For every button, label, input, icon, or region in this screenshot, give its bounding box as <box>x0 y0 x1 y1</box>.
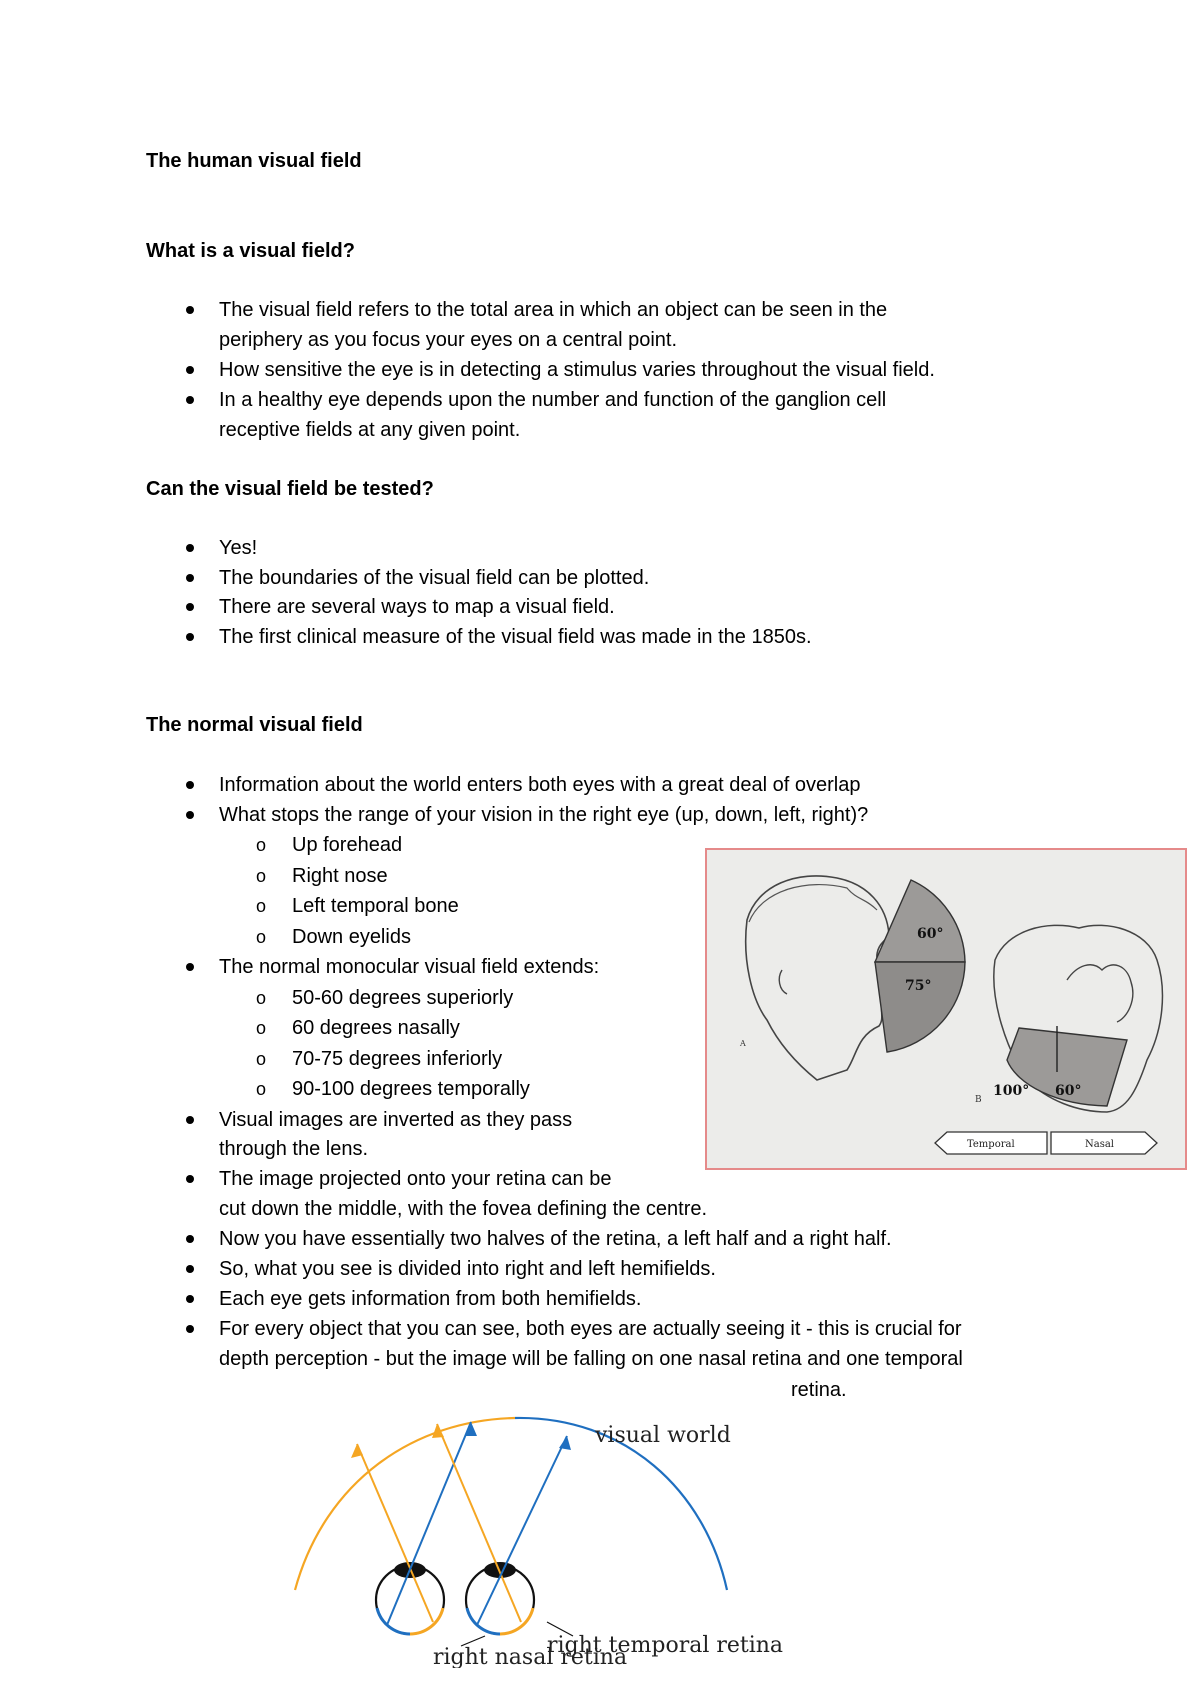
list-item: The normal monocular visual field extends: <box>219 956 600 978</box>
list-item: The boundaries of the visual field can be plotted. <box>219 567 650 589</box>
label-75: 75° <box>905 978 932 994</box>
visual-world-label: visual world <box>595 1423 731 1448</box>
list-item: The image projected onto your retina can be <box>219 1168 612 1190</box>
list-item: Each eye gets information from both hemifields. <box>219 1288 642 1310</box>
ray-orange-2 <box>437 1424 521 1622</box>
ray-orange-1 <box>357 1444 433 1622</box>
bullet-icon <box>186 396 194 404</box>
list-item-continued: periphery as you focus your eyes on a central point. <box>219 329 678 351</box>
right-temporal-retina-label: right temporal retina <box>547 1633 784 1658</box>
list-item: Yes! <box>219 537 258 559</box>
list-item: The visual field refers to the total area in which an object can be seen in the <box>219 299 888 321</box>
bullet-icon <box>186 306 194 314</box>
section-heading-what-is: What is a visual field? <box>146 240 355 262</box>
sub-list-item: 50-60 degrees superiorly <box>292 987 514 1009</box>
sub-list-item: Down eyelids <box>292 926 411 948</box>
sector-inferior <box>875 962 965 1052</box>
temporal-label: Temporal <box>967 1139 1015 1150</box>
sub-list-item: 90-100 degrees temporally <box>292 1078 530 1100</box>
label-b: B <box>975 1095 982 1105</box>
sub-bullet-icon: o <box>256 988 267 1008</box>
nasal-label: Nasal <box>1085 1139 1115 1150</box>
list-item-continued: depth perception - but the image will be falling on one nasal retina and one temporal <box>219 1348 963 1370</box>
bullet-icon <box>186 366 194 374</box>
section-heading-normal: The normal visual field <box>146 714 363 736</box>
label-60: 60° <box>917 926 944 942</box>
list-item: Information about the world enters both eyes with a great deal of overlap <box>219 774 861 796</box>
ray-blue-1 <box>387 1422 471 1625</box>
bullet-icon <box>186 1325 194 1333</box>
sub-bullet-icon: o <box>256 866 267 886</box>
sub-bullet-icon: o <box>256 927 267 947</box>
document-title: The human visual field <box>146 150 362 172</box>
label-60-nasal: 60° <box>1055 1083 1082 1099</box>
label-a: A <box>740 1039 746 1048</box>
list-item: So, what you see is divided into right and left hemifields. <box>219 1258 716 1280</box>
bullet-icon <box>186 1295 194 1303</box>
list-item: What stops the range of your vision in the right eye (up, down, left, right)? <box>219 804 869 826</box>
bullet-icon <box>186 603 194 611</box>
hand-icon <box>1067 965 1133 1022</box>
list-item-continued: retina. <box>791 1379 847 1401</box>
sub-bullet-icon: o <box>256 835 267 855</box>
left-eye-orange-retina <box>410 1608 443 1634</box>
head-a-ear <box>779 970 787 994</box>
list-item-continued: receptive fields at any given point. <box>219 419 521 441</box>
list-item: In a healthy eye depends upon the number and function of the ganglion cell <box>219 389 887 411</box>
ray-blue-2 <box>477 1436 567 1625</box>
sub-list-item: Right nose <box>292 865 388 887</box>
label-100: 100° <box>993 1083 1030 1099</box>
sub-list-item: 70-75 degrees inferiorly <box>292 1048 503 1070</box>
sub-bullet-icon: o <box>256 896 267 916</box>
visual-world-diagram <box>285 1400 805 1668</box>
list-item: Visual images are inverted as they pass <box>219 1109 573 1131</box>
list-item: The first clinical measure of the visual field was made in the 1850s. <box>219 626 812 648</box>
head-a-outline <box>746 876 889 1080</box>
bullet-icon <box>186 574 194 582</box>
sub-bullet-icon: o <box>256 1049 267 1069</box>
right-nasal-retina-label: right nasal retina <box>433 1645 628 1668</box>
sub-list-item: 60 degrees nasally <box>292 1017 460 1039</box>
sector-superior <box>875 880 965 962</box>
bullet-icon <box>186 1235 194 1243</box>
bullet-icon <box>186 963 194 971</box>
visual-field-figure <box>705 848 1187 1170</box>
list-item-continued: cut down the middle, with the fovea defining the centre. <box>219 1198 708 1220</box>
bullet-icon <box>186 633 194 641</box>
visual-field-sketch <box>707 850 1185 1168</box>
bullet-icon <box>186 781 194 789</box>
section-heading-tested: Can the visual field be tested? <box>146 478 434 500</box>
list-item: How sensitive the eye is in detecting a stimulus varies throughout the visual field. <box>219 359 935 381</box>
bullet-icon <box>186 1175 194 1183</box>
list-item-continued: through the lens. <box>219 1138 368 1160</box>
sub-bullet-icon: o <box>256 1079 267 1099</box>
sub-bullet-icon: o <box>256 1018 267 1038</box>
bullet-icon <box>186 811 194 819</box>
bullet-icon <box>186 544 194 552</box>
list-item: Now you have essentially two halves of the retina, a left half and a right half. <box>219 1228 892 1250</box>
sub-list-item: Up forehead <box>292 834 403 856</box>
list-item: For every object that you can see, both eyes are actually seeing it - this is crucial for <box>219 1318 962 1340</box>
bullet-icon <box>186 1116 194 1124</box>
bullet-icon <box>186 1265 194 1273</box>
sub-list-item: Left temporal bone <box>292 895 459 917</box>
list-item: There are several ways to map a visual field. <box>219 596 615 618</box>
